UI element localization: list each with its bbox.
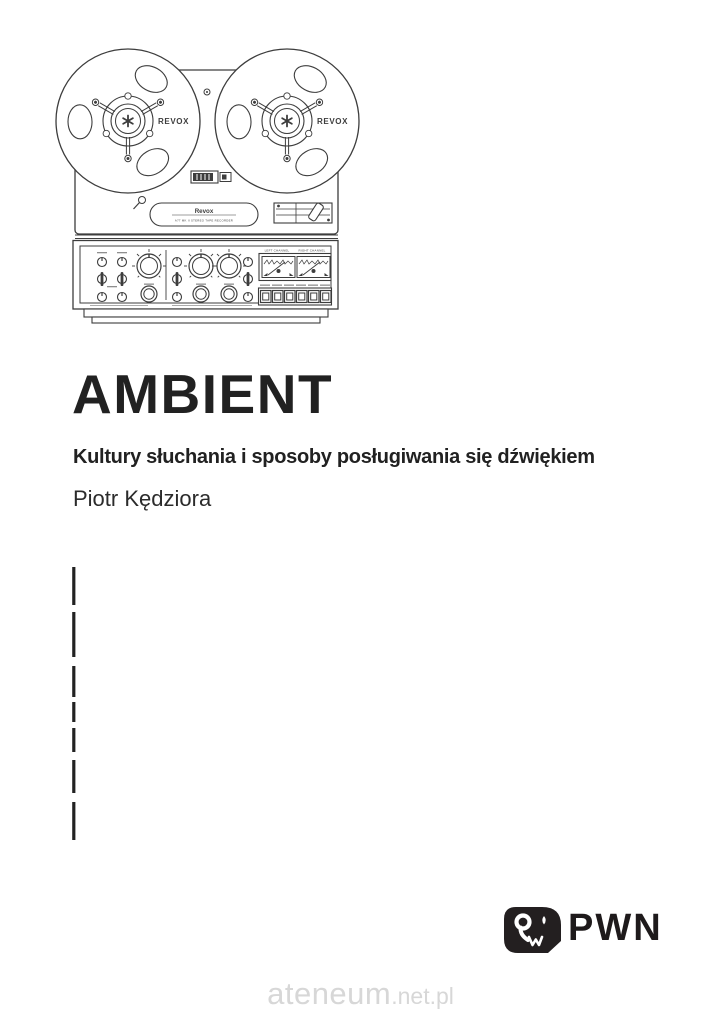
dashed-vertical-rule	[71, 565, 77, 845]
vu-left-label: LEFT CHANNEL	[264, 248, 290, 253]
author-name: Piotr Kędziora	[73, 486, 212, 511]
capstan-assembly	[274, 202, 332, 223]
vu-meter-left	[262, 257, 295, 278]
reel-brand-right: REVOX	[317, 117, 349, 126]
watermark	[0, 976, 721, 1012]
nameplate-model: A77 MK II STEREO TAPE RECORDER	[174, 218, 234, 223]
nameplate-brand: Revox	[194, 208, 214, 215]
watermark-domain: .net.pl	[391, 983, 454, 1009]
transport-buttons	[259, 285, 332, 306]
nameplate	[150, 203, 258, 226]
control-panel	[73, 241, 338, 310]
page-subtitle: Kultury słuchania i sposoby posługiwania się dźwiękiem	[73, 446, 595, 468]
deck-base	[84, 309, 328, 323]
vu-meter-right	[297, 257, 330, 278]
vu-right-label: RIGHT CHANNEL	[298, 248, 326, 253]
publisher-logo	[500, 903, 675, 965]
reel-brand-left: REVOX	[158, 117, 190, 126]
screw-icon	[204, 89, 210, 95]
tape-recorder-illustration	[55, 35, 365, 330]
publisher-name: PWN	[568, 907, 663, 949]
page-title: AMBIENT	[72, 363, 334, 425]
vu-meters	[259, 249, 331, 281]
tape-counter	[191, 171, 231, 183]
watermark-site: ateneum	[267, 976, 392, 1011]
pwn-badge-icon	[504, 907, 561, 953]
